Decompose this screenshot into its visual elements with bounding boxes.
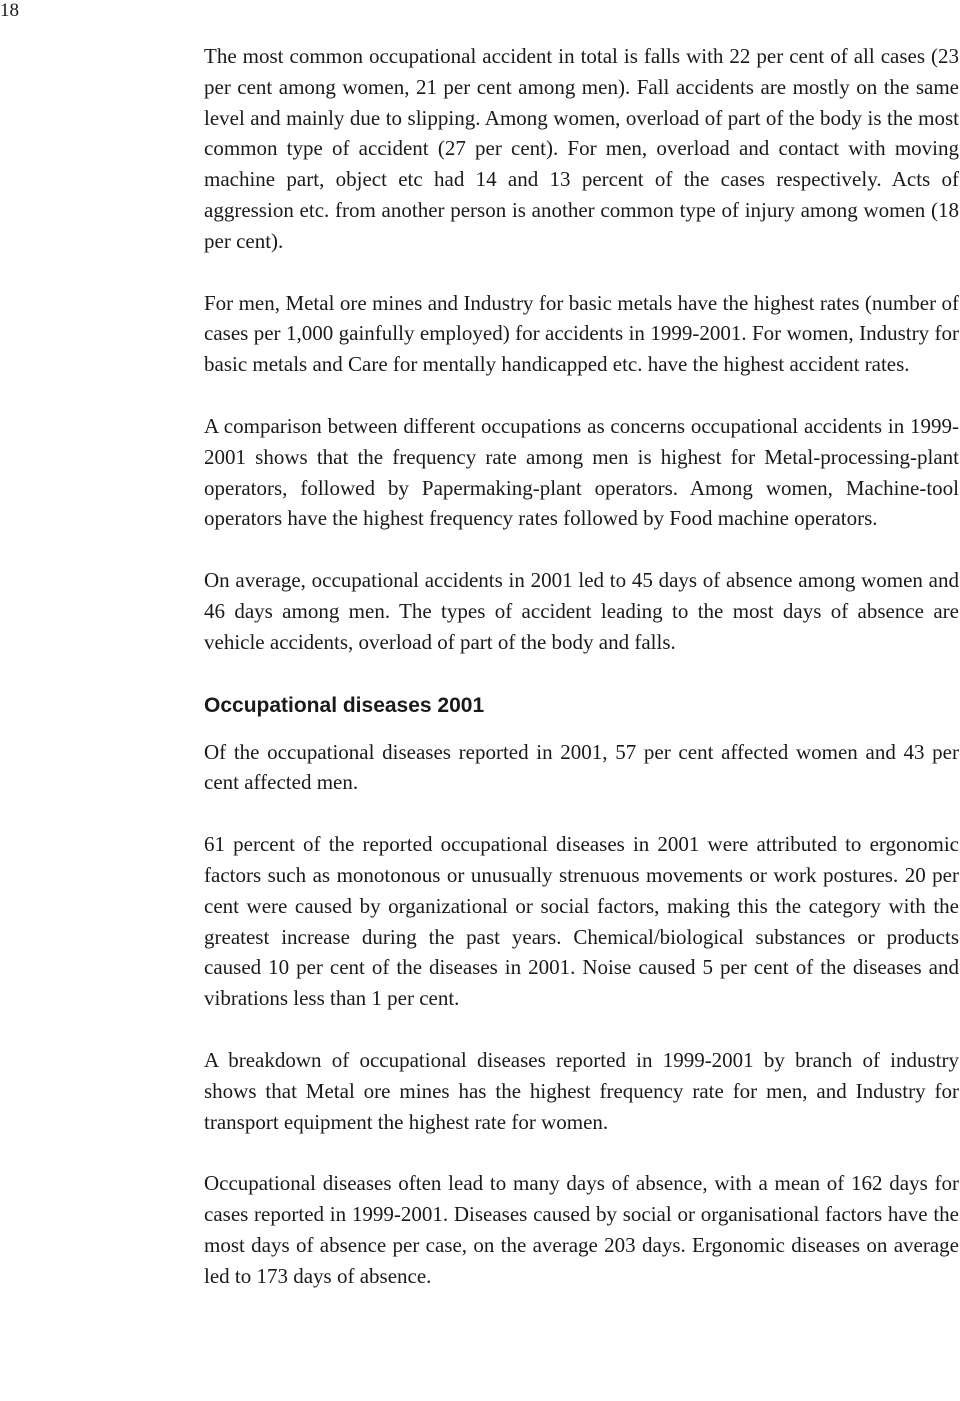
paragraph-days-of-absence: On average, occupational accidents in 2001 led to 45 days of absence among women and 46 days among men. The types of accident leading to the most days of absence are vehicle accidents, overload of part of the body and falls. (204, 568, 959, 654)
document-body (204, 41, 959, 1323)
paragraph-disease-absence: Occupational diseases often lead to many days of absence, with a mean of 162 days for cases reported in 1999-2001. Diseases caused by social or organisational factors have the most days of absence per case, on the average 203 days. Ergonomic diseases on average led to 173 days of absence. (204, 1171, 959, 1288)
paragraph-disease-factors: 61 percent of the reported occupational diseases in 2001 were attributed to ergonomic factors such as monotonous or unusually strenuous movements or work postures. 20 per cent were caused by organizational or social factors, making this the category with the greatest increase during the past years. Chemical/biological substances or products caused 10 per cent of the diseases in 2001. Noise caused 5 per cent of the diseases and vibrations less than 1 per cent. (204, 832, 959, 1011)
paragraph-accidents-by-occupation: A comparison between different occupations as concerns occupational accidents in 1999-2001 shows that the frequency rate among men is highest for Metal-processing-plant operators, followed by Papermaking-plant operators. Among women, Machine-tool operators have the highest frequency rates followed by Food machine operators. (204, 413, 959, 531)
paragraph-accident-rates-by-industry: For men, Metal ore mines and Industry for basic metals have the highest rates (number of cases per 1,000 gainfully employed) for accidents in 1999-2001. For women, Industry for basic metals and Care for mentally handicapped etc. have the highest accident rates. (204, 290, 959, 377)
paragraph-common-accidents: The most common occupational accident in total is falls with 22 per cent of all cases (23 per cent among women, 21 per cent among men). Fall accidents are mostly on the same level and mainly due to slipping. Among women, overload of part of the body is the most common type of accident (27 per cent). For men, overload and contact with moving machine part, object etc had 14 and 13 percent of the cases respectively. Acts of aggression etc. from another person is another common type of injury among women (18 per cent). (204, 44, 959, 253)
section-heading: Occupational diseases 2001 (204, 693, 485, 717)
paragraph-diseases-by-gender: Of the occupational diseases reported in 2001, 57 per cent affected women and 43 per cent affected men. (204, 739, 959, 795)
paragraph-diseases-by-industry: A breakdown of occupational diseases reported in 1999-2001 by branch of industry shows that Metal ore mines has the highest frequency rate for men, and Industry for transport equipment the highest rate for women. (204, 1047, 959, 1134)
page-number: 18 (0, 0, 19, 21)
